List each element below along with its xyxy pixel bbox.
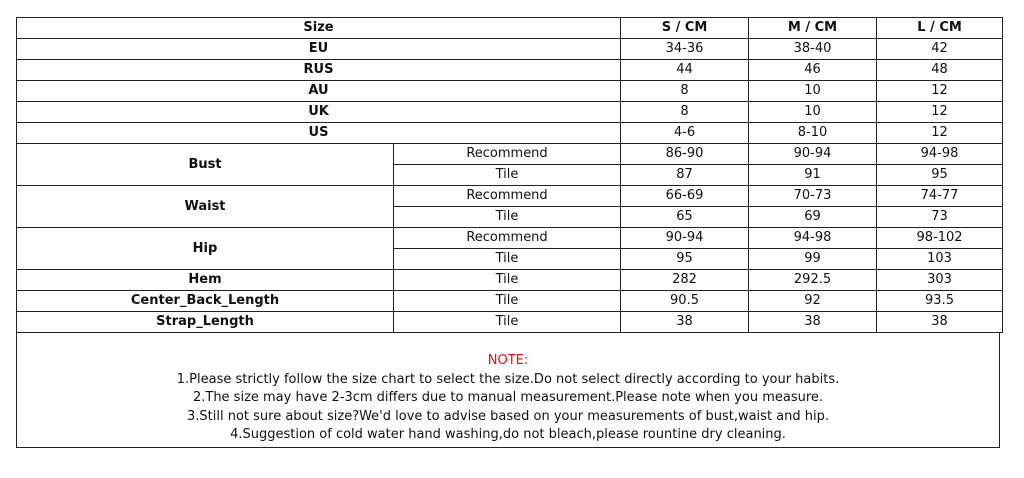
header-col-1: S / CM (621, 18, 749, 39)
measure-label: Hip (17, 228, 394, 270)
row-label: UK (17, 102, 621, 123)
row-label: EU (17, 39, 621, 60)
value-cell: 12 (877, 81, 1003, 102)
value-cell: 95 (877, 165, 1003, 186)
measure-label: Waist (17, 186, 394, 228)
table-row (17, 81, 1003, 102)
table-row (17, 102, 1003, 123)
table-row (17, 60, 1003, 81)
note-box (16, 333, 1000, 448)
value-cell: 8 (621, 102, 749, 123)
value-cell: 90.5 (621, 291, 749, 312)
header-col-2: M / CM (749, 18, 877, 39)
note-line-1: 1.Please strictly follow the size chart to select the size.Do not select directly according to your habits. (176, 371, 840, 387)
header-size: Size (17, 18, 621, 39)
value-cell: 86-90 (621, 144, 749, 165)
table-row (17, 144, 1003, 165)
value-cell: 46 (749, 60, 877, 81)
value-cell: 69 (749, 207, 877, 228)
value-cell: 34-36 (621, 39, 749, 60)
measure-label: Hem (17, 270, 394, 291)
measure-type: Tile (394, 249, 621, 270)
note-line-4: 4.Suggestion of cold water hand washing,do not bleach,please rountine dry cleaning. (230, 427, 786, 442)
value-cell: 98-102 (877, 228, 1003, 249)
table-header-row (17, 18, 1003, 39)
measure-type: Tile (394, 291, 621, 312)
value-cell: 282 (621, 270, 749, 291)
value-cell: 38-40 (749, 39, 877, 60)
table-row (17, 39, 1003, 60)
size-chart (16, 17, 1002, 448)
value-cell: 90-94 (621, 228, 749, 249)
measure-label: Center_Back_Length (17, 291, 394, 312)
value-cell: 94-98 (749, 228, 877, 249)
value-cell: 4-6 (621, 123, 749, 144)
measure-label: Bust (17, 144, 394, 186)
value-cell: 292.5 (749, 270, 877, 291)
measure-type: Tile (394, 312, 621, 333)
table-row (17, 123, 1003, 144)
value-cell: 12 (877, 102, 1003, 123)
value-cell: 87 (621, 165, 749, 186)
note-line-2: 2.The size may have 2-3cm differs due to manual measurement.Please note when you measure. (192, 390, 824, 405)
measure-label: Strap_Length (17, 312, 394, 333)
value-cell: 66-69 (621, 186, 749, 207)
value-cell: 73 (877, 207, 1003, 228)
value-cell: 99 (749, 249, 877, 270)
header-col-3: L / CM (877, 18, 1003, 39)
value-cell: 95 (621, 249, 749, 270)
table-row (17, 312, 1003, 333)
measure-type: Recommend (394, 228, 621, 249)
row-label: AU (17, 81, 621, 102)
measure-type: Tile (394, 270, 621, 291)
value-cell: 91 (749, 165, 877, 186)
table-row (17, 228, 1003, 249)
measure-type: Recommend (394, 144, 621, 165)
value-cell: 65 (621, 207, 749, 228)
value-cell: 38 (621, 312, 749, 333)
value-cell: 38 (749, 312, 877, 333)
size-table (16, 17, 1003, 333)
value-cell: 90-94 (749, 144, 877, 165)
value-cell: 93.5 (877, 291, 1003, 312)
value-cell: 8-10 (749, 123, 877, 144)
value-cell: 303 (877, 270, 1003, 291)
measure-type: Recommend (394, 186, 621, 207)
value-cell: 48 (877, 60, 1003, 81)
table-row (17, 270, 1003, 291)
table-row (17, 291, 1003, 312)
row-label: RUS (17, 60, 621, 81)
measure-type: Tile (394, 165, 621, 186)
value-cell: 10 (749, 81, 877, 102)
value-cell: 94-98 (877, 144, 1003, 165)
row-label: US (17, 123, 621, 144)
value-cell: 42 (877, 39, 1003, 60)
note-title: NOTE: (487, 353, 529, 368)
table-row (17, 186, 1003, 207)
value-cell: 38 (877, 312, 1003, 333)
value-cell: 8 (621, 81, 749, 102)
value-cell: 44 (621, 60, 749, 81)
measure-type: Tile (394, 207, 621, 228)
value-cell: 74-77 (877, 186, 1003, 207)
value-cell: 10 (749, 102, 877, 123)
value-cell: 103 (877, 249, 1003, 270)
value-cell: 92 (749, 291, 877, 312)
note-line-3: 3.Still not sure about size?We'd love to advise based on your measurements of bust,waist and hip. (187, 408, 829, 424)
value-cell: 70-73 (749, 186, 877, 207)
value-cell: 12 (877, 123, 1003, 144)
